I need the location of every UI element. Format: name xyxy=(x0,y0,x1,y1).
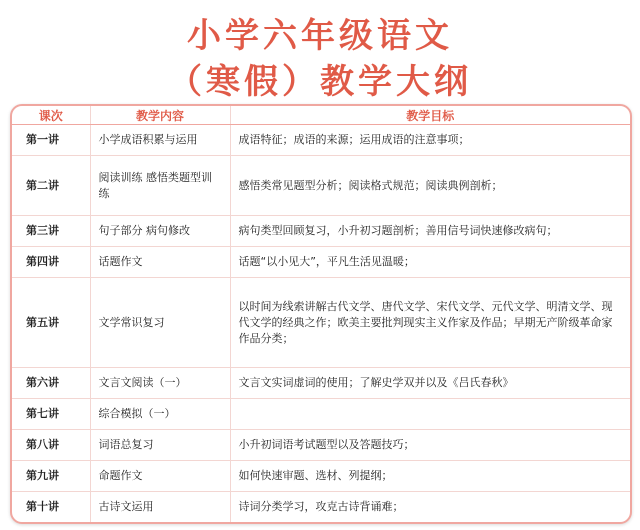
goal-cell: 小升初词语考试题型以及答题技巧； xyxy=(230,430,630,461)
lesson-cell: 第十讲 xyxy=(12,492,90,522)
lesson-cell: 第五讲 xyxy=(12,278,90,368)
goal-cell: 文言文实词虚词的使用；了解史学双并以及《吕氏春秋》 xyxy=(230,368,630,399)
lesson-cell: 第四讲 xyxy=(12,247,90,278)
table-row xyxy=(12,278,630,368)
lesson-cell: 第一讲 xyxy=(12,125,90,156)
lesson-cell: 第三讲 xyxy=(12,216,90,247)
table-row xyxy=(12,368,630,399)
syllabus-card xyxy=(10,104,632,524)
page-subtitle: （寒假）教学大纲 xyxy=(168,62,472,102)
table-row xyxy=(12,399,630,430)
table-row xyxy=(12,125,630,156)
table-header-row xyxy=(12,106,630,125)
table-row xyxy=(12,216,630,247)
content-cell: 句子部分 病句修改 xyxy=(90,216,230,247)
table-row xyxy=(12,461,630,492)
column-header-content: 教学内容 xyxy=(90,106,230,125)
lesson-cell: 第七讲 xyxy=(12,399,90,430)
content-cell: 话题作文 xyxy=(90,247,230,278)
content-cell: 文言文阅读（一） xyxy=(90,368,230,399)
lesson-cell: 第九讲 xyxy=(12,461,90,492)
table-row xyxy=(12,156,630,216)
content-cell: 词语总复习 xyxy=(90,430,230,461)
content-cell: 小学成语积累与运用 xyxy=(90,125,230,156)
table-row xyxy=(12,492,630,522)
lesson-cell: 第二讲 xyxy=(12,156,90,216)
table-row xyxy=(12,430,630,461)
content-cell: 命题作文 xyxy=(90,461,230,492)
goal-cell: 成语特征；成语的来源；运用成语的注意事项； xyxy=(230,125,630,156)
lesson-cell: 第六讲 xyxy=(12,368,90,399)
page-title: 小学六年级语文 xyxy=(187,16,453,56)
goal-cell: 诗词分类学习，攻克古诗背诵难； xyxy=(238,500,404,514)
goal-cell: 以时间为线索讲解古代文学、唐代文学、宋代文学、元代文学、明清文学、现代文学的经典之作；欧美主要批判现实主义作家及作品；早期无产阶级革命家作品分类； xyxy=(230,278,630,368)
goal-cell: 感悟类常见题型分析；阅读格式规范；阅读典例剖析； xyxy=(230,156,630,216)
content-cell: 文学常识复习 xyxy=(90,278,230,368)
column-header-lesson: 课次 xyxy=(12,106,90,125)
goal-cell: 如何快速审题、选材、列提纲； xyxy=(230,461,630,492)
column-header-goal: 教学目标 xyxy=(230,106,630,125)
lesson-cell: 第八讲 xyxy=(12,430,90,461)
goal-cell xyxy=(230,399,630,430)
goal-cell: 病句类型回顾复习，小升初习题剖析；善用信号词快速修改病句； xyxy=(230,216,630,247)
content-cell: 阅读训练 感悟类题型训练 xyxy=(90,156,230,216)
syllabus-table xyxy=(12,106,630,522)
content-cell: 古诗文运用 xyxy=(90,492,230,522)
goal-cell: 话题“以小见大”，平凡生活见温暖； xyxy=(230,247,630,278)
content-cell: 综合模拟（一） xyxy=(90,399,230,430)
table-row xyxy=(12,247,630,278)
